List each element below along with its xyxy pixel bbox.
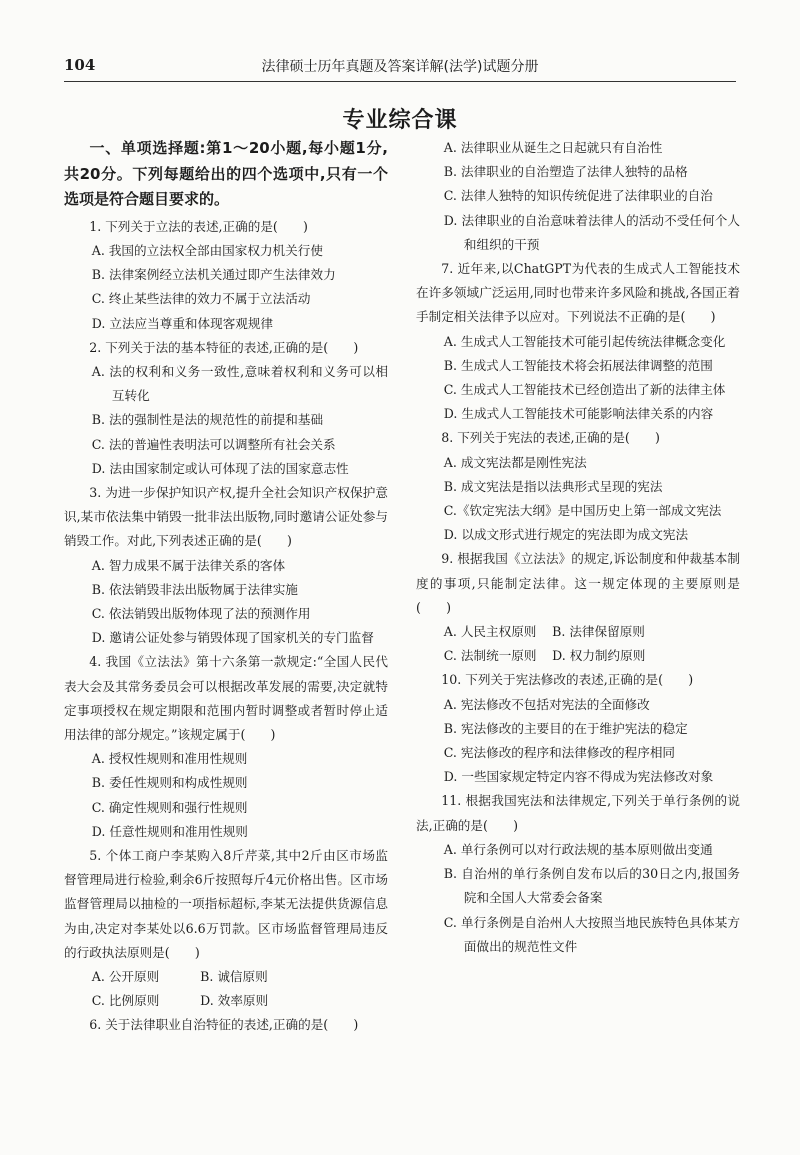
question-7-option-b: B. 生成式人工智能技术将会拓展法律调整的范围 — [443, 357, 713, 373]
question-8-option-b: B. 成文宪法是指以法典形式呈现的宪法 — [443, 478, 663, 494]
question-2-option-b: B. 法的强制性是法的规范性的前提和基础 — [91, 412, 324, 428]
question-9-option-d: D. 权力制约原则 — [552, 648, 646, 664]
question-8-stem: 8. 下列关于宪法的表述,正确的是( ) — [441, 430, 660, 446]
question-2-option-d: D. 法由国家制定或认可体现了法的国家意志性 — [91, 460, 349, 476]
question-8-option-c: C.《钦定宪法大纲》是中国历史上第一部成文宪法 — [443, 503, 722, 519]
question-8-option-d: D. 以成文形式进行规定的宪法即为成文宪法 — [443, 527, 689, 543]
question-6-option-c: C. 法律人独特的知识传统促进了法律职业的自治 — [443, 188, 713, 204]
question-2-stem: 2. 下列关于法的基本特征的表述,正确的是( ) — [89, 339, 359, 355]
question-7-stem: 7. 近年来,以ChatGPT为代表的生成式人工智能技术在许多领域广泛运用,同时也带来许多风险和挑战,各国正着手制定相关法律予以应对。下列说法不正确的是( ) — [416, 261, 740, 325]
question-5-option-a: A. 公开原则 — [91, 969, 160, 985]
question-11-option-c: C. 单行条例是自治州人大按照当地民族特色具体某方面做出的规范性文件 — [443, 914, 740, 954]
question-3-option-b: B. 依法销毁非法出版物属于法律实施 — [91, 581, 298, 597]
question-10-stem: 10. 下列关于宪法修改的表述,正确的是( ) — [441, 672, 694, 688]
question-7-option-c: C. 生成式人工智能技术已经创造出了新的法律主体 — [443, 382, 726, 398]
question-1-option-d: D. 立法应当尊重和体现客观规律 — [91, 315, 274, 331]
question-9-options-row-1 — [416, 620, 740, 644]
question-5-option-b: B. 诚信原则 — [200, 969, 268, 985]
question-8-option-a: A. 成文宪法都是刚性宪法 — [443, 454, 587, 470]
question-7-option-a: A. 生成式人工智能技术可能引起传统法律概念变化 — [443, 333, 726, 349]
page-number: 104 — [64, 56, 96, 74]
question-10-option-d: D. 一些国家规定特定内容不得成为宪法修改对象 — [443, 769, 714, 785]
question-2-option-a: A. 法的权利和义务一致性,意味着权利和义务可以相互转化 — [91, 364, 388, 404]
question-6-option-a: A. 法律职业从诞生之日起就只有自治性 — [443, 140, 663, 155]
header-rule — [64, 81, 736, 82]
question-5-stem: 5. 个体工商户李某购入8斤芹菜,其中2斤由区市场监督管理局进行检验,剩余6斤按照每斤4元价格出售。区市场监督管理局以抽检的一项指标超标,李某无法提供货源信息为由,决定对李某处以6.6万罚款。区市场监督管理局违反的行政执法原则是( ) — [64, 848, 388, 960]
question-6-stem: 6. 关于法律职业自治特征的表述,正确的是( ) — [89, 1017, 359, 1033]
question-4-stem: 4. 我国《立法法》第十六条第一款规定:“全国人民代表大会及其常务委员会可以根据改革发展的需要,决定就特定事项授权在规定期限和范围内暂时调整或者暂时停止适用法律的部分规定。”该规定属于( ) — [64, 654, 388, 743]
question-4-option-a: A. 授权性规则和准用性规则 — [91, 751, 248, 767]
question-4-option-c: C. 确定性规则和强行性规则 — [91, 799, 248, 815]
question-6-option-d: D. 法律职业的自治意味着法律人的活动不受任何个人和组织的干预 — [443, 212, 740, 252]
page-header — [64, 54, 736, 80]
question-3-stem: 3. 为进一步保护知识产权,提升全社会知识产权保护意识,某市依法集中销毁一批非法出版物,同时邀请公证处参与销毁工作。对此,下列表述正确的是( ) — [64, 485, 388, 549]
question-1-option-b: B. 法律案例经立法机关通过即产生法律效力 — [91, 267, 336, 283]
question-5-options-row-1 — [64, 965, 388, 989]
question-4-option-d: D. 任意性规则和准用性规则 — [91, 823, 248, 839]
running-title: 法律硕士历年真题及答案详解(法学)试题分册 — [261, 59, 539, 75]
question-11-option-a: A. 单行条例可以对行政法规的基本原则做出变通 — [443, 841, 713, 857]
question-9-options-row-2 — [416, 644, 740, 668]
question-5-options-row-2 — [64, 989, 388, 1013]
question-5-option-d: D. 效率原则 — [200, 993, 269, 1009]
question-6-option-b: B. 法律职业的自治塑造了法律人独特的品格 — [443, 164, 688, 180]
question-5-option-c: C. 比例原则 — [91, 993, 160, 1009]
question-9-option-a: A. 人民主权原则 — [443, 624, 537, 640]
left-column — [64, 136, 388, 1038]
question-10-option-c: C. 宪法修改的程序和法律修改的程序相同 — [443, 745, 676, 761]
question-2-option-c: C. 法的普遍性表明法可以调整所有社会关系 — [91, 436, 336, 452]
section-instruction: 一、单项选择题:第1～20小题,每小题1分,共20分。下列每题给出的四个选项中,只有一个选项是符合题目要求的。 — [64, 139, 388, 209]
question-11-stem: 11. 根据我国宪法和法律规定,下列关于单行条例的说法,正确的是( ) — [416, 793, 740, 833]
question-9-option-b: B. 法律保留原则 — [552, 624, 645, 640]
question-4-option-b: B. 委任性规则和构成性规则 — [91, 775, 248, 791]
question-3-option-c: C. 依法销毁出版物体现了法的预测作用 — [91, 606, 311, 622]
question-1-option-a: A. 我国的立法权全部由国家权力机关行使 — [91, 242, 323, 258]
question-11-option-b: B. 自治州的单行条例自发布以后的30日之内,报国务院和全国人大常委会备案 — [443, 866, 740, 906]
section-title: 专业综合课 — [342, 108, 458, 133]
question-1-option-c: C. 终止某些法律的效力不属于立法活动 — [91, 291, 311, 307]
question-10-option-b: B. 宪法修改的主要目的在于维护宪法的稳定 — [443, 720, 688, 736]
right-column — [416, 136, 740, 959]
question-3-option-a: A. 智力成果不属于法律关系的客体 — [91, 557, 286, 573]
question-9-option-c: C. 法制统一原则 — [443, 648, 537, 664]
question-1-stem: 1. 下列关于立法的表述,正确的是( ) — [89, 218, 308, 234]
question-9-stem: 9. 根据我国《立法法》的规定,诉讼制度和仲裁基本制度的事项,只能制定法律。这一规定体现的主要原则是( ) — [416, 551, 740, 615]
question-3-option-d: D. 邀请公证处参与销毁体现了国家机关的专门监督 — [91, 630, 374, 646]
question-7-option-d: D. 生成式人工智能技术可能影响法律关系的内容 — [443, 406, 714, 422]
question-10-option-a: A. 宪法修改不包括对宪法的全面修改 — [443, 696, 650, 712]
